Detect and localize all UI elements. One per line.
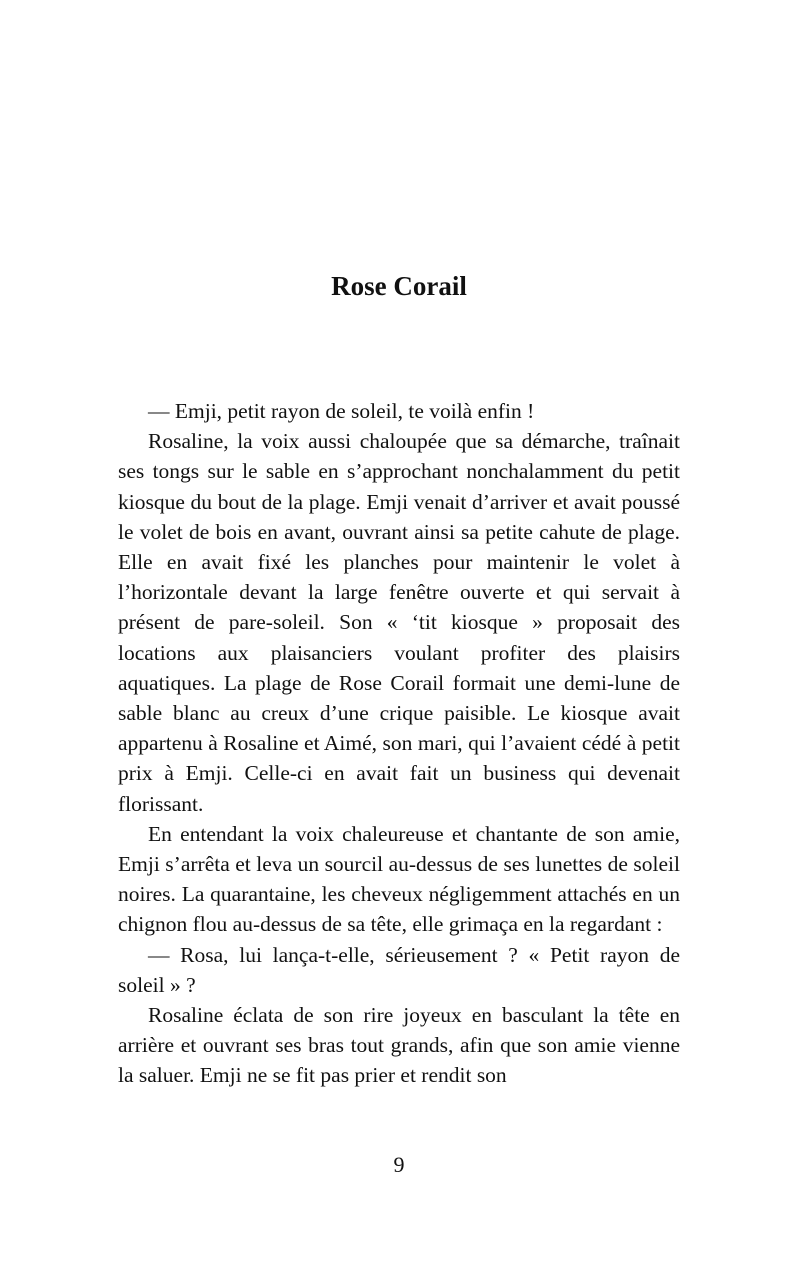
- paragraph-3: En entendant la voix chaleureuse et chantante de son amie, Emji s’arrêta et leva un sourcil au-dessus de ses lunettes de soleil noires. La quarantaine, les cheveux négligemment attachés en un chignon flou au-dessus de sa tête, elle grimaça en la regardant :: [118, 821, 680, 937]
- body-text: [118, 396, 680, 1091]
- paragraph-5: Rosaline éclata de son rire joyeux en basculant la tête en arrière et ouvrant ses bras tout grands, afin que son amie vienne la saluer. Emji ne se fit pas prier et rendit son: [118, 1003, 680, 1088]
- paragraph-1: — Emji, petit rayon de soleil, te voilà enfin !: [148, 399, 535, 423]
- paragraph-2: Rosaline, la voix aussi chaloupée que sa démarche, traînait ses tongs sur le sable en s’approchant nonchalamment du petit kiosque du bout de la plage. Emji venait d’arriver et avait poussé le volet de bois en avant, ouvrant ainsi sa petite cahute de plage. Elle en avait fixé les planches pour maintenir le volet à l’horizontale devant la large fenêtre ouverte et qui servait à présent de pare-soleil. Son « ‘tit kiosque » proposait des locations aux plaisanciers voulant profiter des plaisirs aquatiques. La plage de Rose Corail formait une demi-lune de sable blanc au creux d’une crique paisible. Le kiosque avait appartenu à Rosaline et Aimé, son mari, qui l’avaient cédé à petit prix à Emji. Celle-ci en avait fait un business qui devenait florissant.: [118, 429, 680, 816]
- page-number: 9: [393, 1152, 405, 1177]
- paragraph-4: — Rosa, lui lança-t-elle, sérieusement ? « Petit rayon de soleil » ?: [118, 942, 680, 997]
- chapter-title: Rose Corail: [331, 271, 467, 301]
